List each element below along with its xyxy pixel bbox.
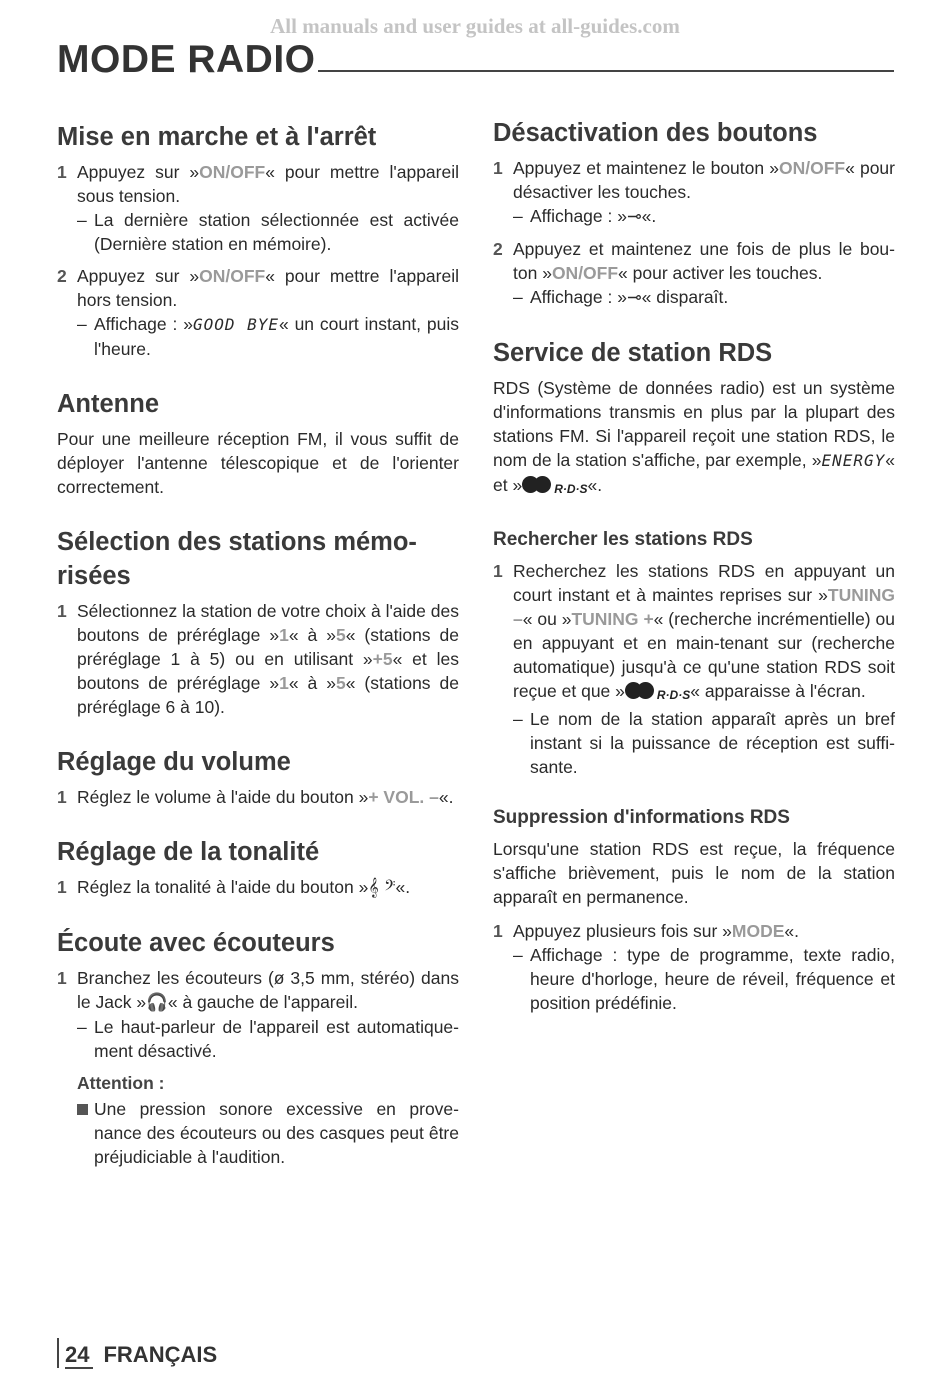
key-label: +5 (372, 649, 393, 669)
step-2 (57, 264, 459, 361)
key-label: ON/OFF (778, 158, 846, 178)
step-text: Recherchez les stations RDS en appuyant un court instant et à maintes reprises sur » (513, 561, 895, 605)
step-number: 2 (493, 239, 503, 259)
section-power (57, 120, 459, 361)
section-title: Service de station RDS (493, 339, 773, 367)
step-number: 1 (57, 877, 67, 897)
watermark: All manuals and user guides at all-guides.com (270, 14, 680, 38)
subsection-title: Rechercher les stations RDS (493, 529, 753, 550)
step-number: 1 (57, 601, 67, 621)
rds-logo-icon (625, 681, 690, 707)
section-title: Réglage de la tonalité (57, 838, 320, 866)
rds-logo-icon (522, 475, 587, 501)
step-text: Réglez le volume à l'aide du bouton » (77, 787, 369, 807)
step-1 (57, 599, 459, 719)
step-text: Appuyez sur » (77, 266, 200, 286)
rds-logo-text: R·D·S (656, 688, 691, 702)
step-number: 1 (57, 162, 67, 182)
step-text: « pour activer les touches. (618, 263, 823, 283)
section-rds-info (493, 805, 895, 1015)
title-rule (318, 70, 894, 72)
paragraph-text: « et » (493, 450, 895, 495)
subsection-title: Suppression d'informations RDS (493, 807, 790, 828)
step-text: «. (438, 787, 454, 807)
step-1 (493, 919, 895, 1015)
key-lock-icon: ⊸ (626, 207, 642, 227)
step-text: « à » (288, 673, 336, 693)
warning-bullet: Une pression sonore excessive en prove-nance des écouteurs ou des casques peut être préjudiciable à l'audition. (57, 1097, 459, 1169)
step-1 (57, 785, 459, 809)
key-label: 5 (335, 625, 346, 645)
step-text: « à gauche de l'appareil. (167, 992, 359, 1012)
step-text: « apparaisse à l'écran. (690, 681, 866, 701)
sub-text: «. (641, 206, 657, 226)
step-1 (57, 875, 459, 900)
step-text: « à » (288, 625, 336, 645)
step-text: «. (784, 921, 799, 941)
display-text: ENERGY (821, 451, 886, 470)
step-text: « et les boutons de préréglage » (77, 649, 459, 693)
step-2 (493, 237, 895, 310)
sub-item (77, 312, 459, 361)
section-tone (57, 835, 459, 900)
step-number: 2 (57, 266, 67, 286)
key-label: 5 (335, 673, 346, 693)
key-label: ON/OFF (199, 162, 266, 182)
step-1 (57, 966, 459, 1063)
section-volume (57, 745, 459, 809)
footer-language: FRANÇAIS (103, 1342, 218, 1367)
step-text: Sélectionnez la station de votre choix à l'aide des boutons de préréglage » (77, 601, 459, 645)
step-text: « pour mettre l'appareil sous tension. (77, 162, 460, 206)
tone-icon: 𝄞 𝄢 (368, 878, 396, 898)
headphones-icon: 🎧 (146, 993, 168, 1013)
paragraph: Pour une meilleure réception FM, il vous suffit de déployer l'antenne télescopique et de l'orienter correctement. (57, 429, 459, 497)
section-title: Réglage du volume (57, 748, 291, 776)
sub-item: – La dernière station sélectionnée est activée (Dernière station en mémoire). (77, 208, 459, 256)
page-footer (57, 1338, 217, 1368)
section-title: Désactivation des boutons (493, 119, 818, 147)
left-column (57, 120, 459, 1195)
section-title: Écoute avec écouteurs (57, 929, 335, 957)
sub-text: Affichage : » (530, 206, 627, 226)
section-key-lock (493, 116, 895, 310)
key-label: MODE (731, 921, 785, 941)
page-number: 24 (65, 1342, 93, 1369)
sub-item: – Le nom de la station apparaît après un bref instant si la puissance de réception est suffi-sante. (513, 707, 895, 779)
step-number: 1 (493, 921, 503, 941)
step-text: Appuyez plusieurs fois sur » (513, 921, 732, 941)
rds-logo-text: R·D·S (554, 482, 588, 496)
step-text: « (stations de préréglage 1 à 5) ou en utilisant » (77, 625, 459, 669)
sub-item: – Le haut-parleur de l'appareil est automatique-ment désactivé. (77, 1015, 459, 1063)
step-text: « pour mettre l'appareil hors tension. (77, 266, 460, 310)
step-number: 1 (57, 968, 67, 988)
section-presets (57, 525, 459, 719)
step-1 (493, 156, 895, 229)
step-text: Appuyez sur » (77, 162, 200, 182)
step-text: Réglez la tonalité à l'aide du bouton » (77, 877, 369, 897)
sub-item (513, 285, 895, 310)
paragraph-text: «. (587, 475, 603, 495)
section-title: Sélection des stations mémo-risées (57, 528, 417, 590)
section-title: Mise en marche et à l'arrêt (57, 123, 377, 151)
step-text: «. (395, 877, 411, 897)
step-text: « pour désactiver les touches. (513, 158, 895, 202)
sub-text: « un court instant, puis l'heure. (94, 314, 459, 359)
key-label: 1 (279, 673, 289, 693)
key-label: 1 (279, 625, 289, 645)
right-column (493, 116, 895, 1041)
section-rds-search (493, 527, 895, 779)
paragraph-text: RDS (Système de données radio) est un système d'informations transmis en plus par la plupart des stations FM. Si l'appareil reçoit une station RDS, le nom de la station s'affiche, par exemple, » (493, 378, 895, 470)
section-title: Antenne (57, 390, 159, 418)
paragraph (493, 376, 895, 501)
section-antenna (57, 387, 459, 499)
sub-text: Affichage : » (530, 287, 627, 307)
sub-item (513, 204, 895, 229)
step-text: « (stations de préréglage 6 à 10). (77, 673, 459, 717)
sub-text: « disparaît. (641, 287, 729, 307)
display-text: GOOD BYE (192, 315, 279, 334)
key-label: ON/OFF (199, 266, 266, 286)
section-headphones (57, 926, 459, 1169)
step-text: Appuyez et maintenez une fois de plus le bou-ton » (513, 239, 895, 283)
key-label: TUNING – (513, 585, 895, 629)
key-label: TUNING + (571, 609, 654, 629)
step-number: 1 (57, 787, 67, 807)
step-number: 1 (493, 561, 503, 581)
step-text: Appuyez et maintenez le bouton » (513, 158, 779, 178)
step-number: 1 (493, 158, 503, 178)
paragraph: Lorsqu'une station RDS est reçue, la fréquence s'affiche brièvement, puis le nom de la station apparaît en permanence. (493, 839, 895, 907)
key-label: + VOL. – (368, 787, 439, 807)
key-label: ON/OFF (551, 263, 619, 283)
step-text: « (recherche incrémentielle) ou en appuyant et en main-tenant sur (recherche automatique) jusqu'à ce qu'une station RDS soit reçue et que » (513, 609, 895, 701)
section-rds-service (493, 336, 895, 501)
sub-item: – Affichage : type de programme, texte radio, heure d'horloge, heure de réveil, fréquence et position prédéfinie. (513, 943, 895, 1015)
step-text: « ou » (522, 609, 572, 629)
page-title: MODE RADIO (57, 38, 316, 81)
step-1 (493, 559, 895, 779)
sub-text: Affichage : » (94, 314, 193, 334)
step-text: Branchez les écouteurs (ø 3,5 mm, stéréo) dans le Jack » (77, 968, 459, 1012)
footer-bar (57, 1338, 59, 1368)
step-1 (57, 160, 459, 256)
key-lock-icon: ⊸ (626, 288, 642, 308)
attention-label: Attention : (77, 1073, 165, 1093)
